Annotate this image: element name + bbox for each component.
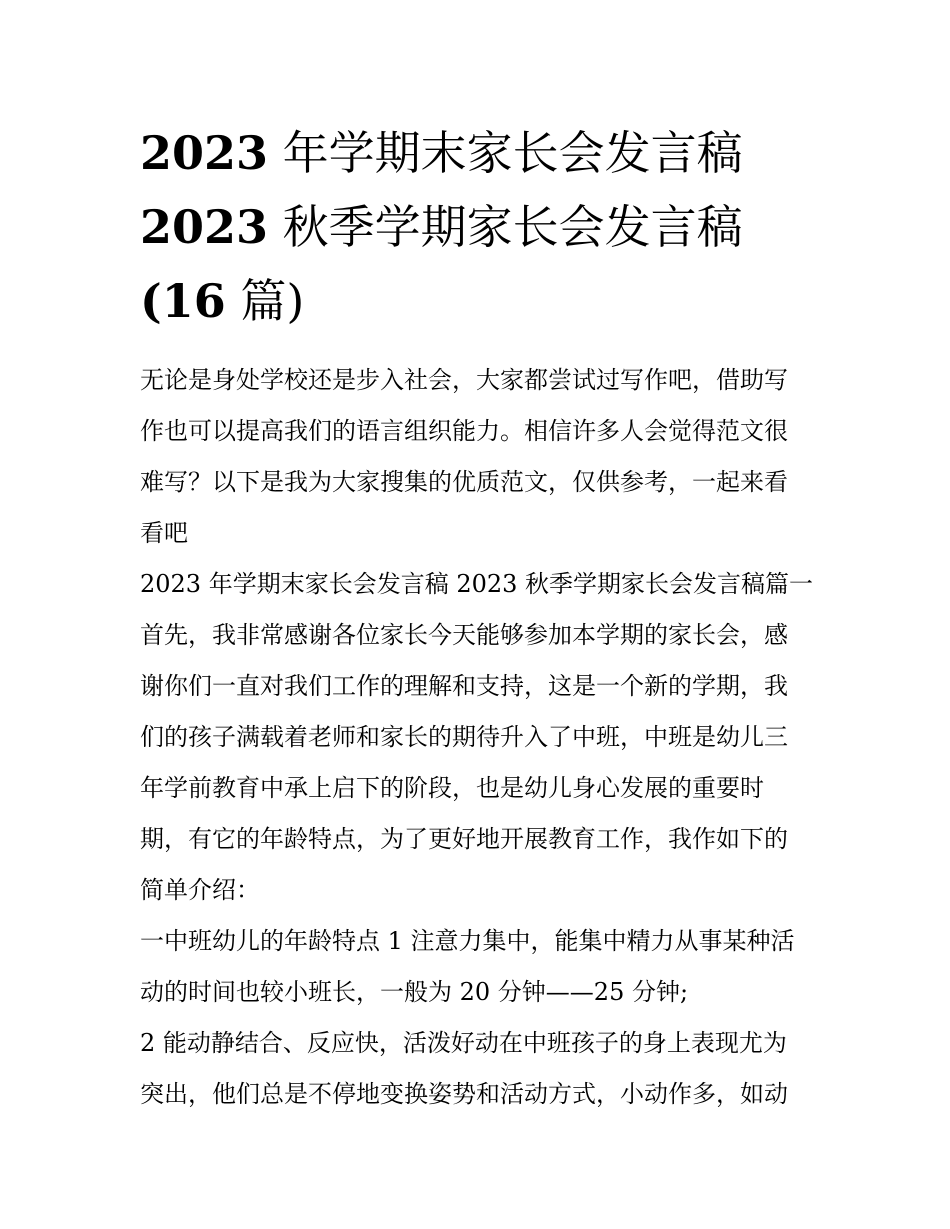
title-line-1-text: 年学期末家长会发言稿 xyxy=(282,126,743,180)
body-line: 作也可以提高我们的语言组织能力。相信许多人会觉得范文很 xyxy=(140,417,788,445)
title-line-2-text: 秋季学期家长会发言稿 xyxy=(282,200,743,254)
body-line: 谢你们一直对我们工作的理解和支持，这是一个新的学期，我 xyxy=(140,672,788,700)
body-line: 首先，我非常感谢各位家长今天能够参加本学期的家长会，感 xyxy=(140,621,788,649)
body-line: 简单介绍： xyxy=(140,876,260,904)
title-line-3-text: 篇) xyxy=(240,274,305,328)
body-line: 年学前教育中承上启下的阶段，也是幼儿身心发展的重要时 xyxy=(140,774,764,802)
title-line-1 xyxy=(140,116,840,190)
document-body xyxy=(140,355,820,1120)
body-line: 突出，他们总是不停地变换姿势和活动方式，小动作多，如动 xyxy=(140,1080,788,1108)
section-heading: 2023 年学期末家长会发言稿 2023 秋季学期家长会发言稿篇一 xyxy=(140,570,814,598)
body-line: 期，有它的年龄特点，为了更好地开展教育工作，我作如下的 xyxy=(140,825,788,853)
body-line: 无论是身处学校还是步入社会，大家都尝试过写作吧，借助写 xyxy=(140,366,788,394)
body-line: 难写？以下是我为大家搜集的优质范文，仅供参考，一起来看 xyxy=(140,468,788,496)
title-line-1-number: 2023 xyxy=(140,126,269,180)
title-line-3-number: (16 xyxy=(140,274,226,328)
title-line-3 xyxy=(140,264,840,338)
body-line: 动的时间也较小班长，一般为 20 分钟——25 分钟; xyxy=(140,978,689,1006)
title-line-2 xyxy=(140,190,840,264)
body-line: 一中班幼儿的年龄特点 1 注意力集中，能集中精力从事某种活 xyxy=(140,927,795,955)
title-line-2-number: 2023 xyxy=(140,200,269,254)
body-line: 2 能动静结合、反应快，活泼好动在中班孩子的身上表现尤为 xyxy=(140,1029,787,1057)
body-line: 看吧 xyxy=(140,519,188,547)
body-line: 们的孩子满载着老师和家长的期待升入了中班，中班是幼儿三 xyxy=(140,723,788,751)
document-title xyxy=(140,116,840,338)
